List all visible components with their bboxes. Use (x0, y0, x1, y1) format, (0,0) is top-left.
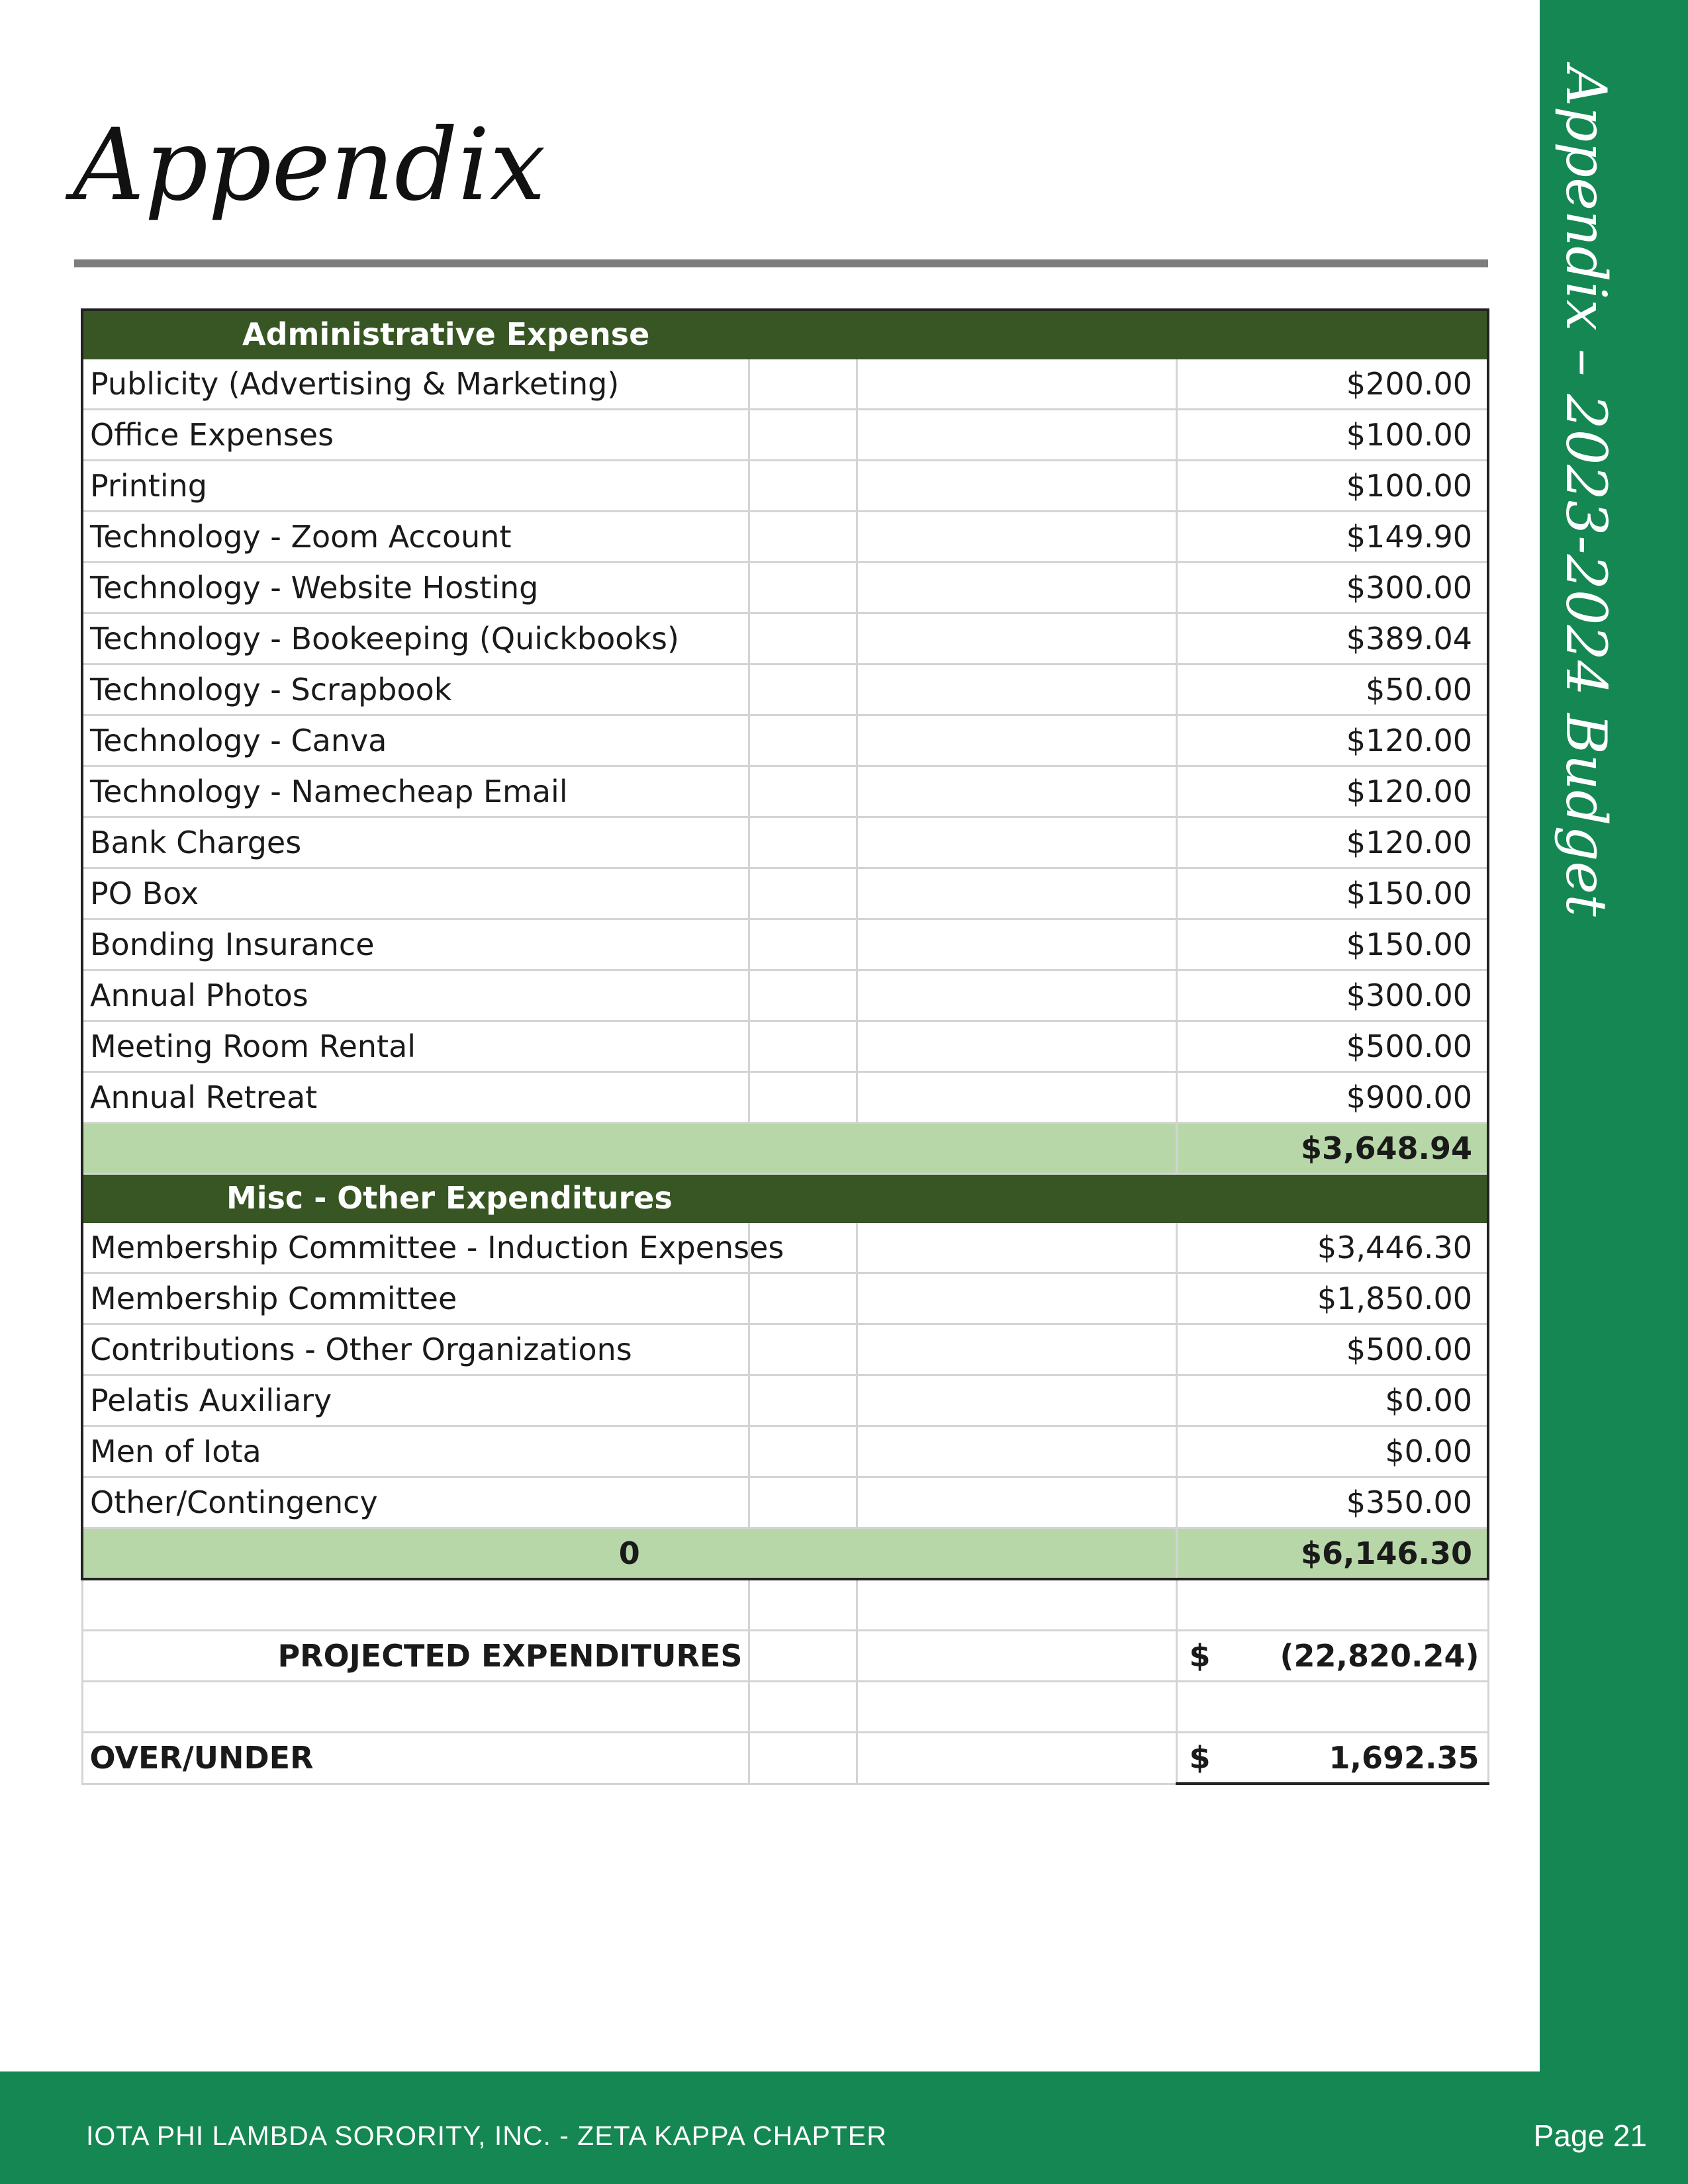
admin-row (82, 1021, 1488, 1072)
item-amount: $500.00 (1176, 1324, 1488, 1375)
item-amount: $1,850.00 (1176, 1273, 1488, 1324)
admin-row (82, 359, 1488, 410)
item-label: Annual Retreat (82, 1072, 749, 1123)
item-amount: $150.00 (1176, 919, 1488, 970)
misc-row (82, 1324, 1488, 1375)
item-label: Technology - Namecheap Email (82, 766, 749, 817)
item-amount: $300.00 (1176, 970, 1488, 1021)
over-under-amount (1176, 1733, 1488, 1784)
budget-table (81, 308, 1489, 1785)
side-label: Appendix – 2023-2024 Budget (1554, 66, 1618, 917)
admin-section-header (82, 310, 1488, 359)
blank-row (82, 1579, 1488, 1631)
admin-row (82, 817, 1488, 868)
projected-amount (1176, 1631, 1488, 1682)
item-amount: $3,446.30 (1176, 1222, 1488, 1273)
admin-row (82, 970, 1488, 1021)
item-label: Other/Contingency (82, 1477, 749, 1528)
item-amount: $0.00 (1176, 1375, 1488, 1426)
item-amount: $500.00 (1176, 1021, 1488, 1072)
misc-row (82, 1273, 1488, 1324)
item-label: Membership Committee (82, 1273, 749, 1324)
item-amount: $120.00 (1176, 715, 1488, 766)
admin-row (82, 1072, 1488, 1123)
admin-total-row (82, 1123, 1488, 1174)
over-under-label: OVER/UNDER (82, 1733, 749, 1784)
currency-value: (22,820.24) (1280, 1638, 1479, 1674)
item-amount: $120.00 (1176, 766, 1488, 817)
misc-row (82, 1477, 1488, 1528)
currency-symbol: $ (1189, 1740, 1211, 1776)
item-label: Technology - Zoom Account (82, 512, 749, 563)
misc-section-header (82, 1174, 1488, 1222)
item-label: Pelatis Auxiliary (82, 1375, 749, 1426)
item-label: Office Expenses (82, 410, 749, 461)
admin-row (82, 868, 1488, 919)
admin-row (82, 461, 1488, 512)
item-label: Bonding Insurance (82, 919, 749, 970)
item-amount: $900.00 (1176, 1072, 1488, 1123)
blank-row (82, 1682, 1488, 1733)
misc-row (82, 1375, 1488, 1426)
admin-row (82, 919, 1488, 970)
item-amount: $150.00 (1176, 868, 1488, 919)
item-label: Contributions - Other Organizations (82, 1324, 749, 1375)
admin-row (82, 614, 1488, 664)
item-amount: $149.90 (1176, 512, 1488, 563)
item-label: Technology - Canva (82, 715, 749, 766)
projected-label: PROJECTED EXPENDITURES (82, 1631, 749, 1682)
misc-header-label: Misc - Other Expenditures (82, 1174, 1176, 1222)
misc-total: $6,146.30 (1176, 1528, 1488, 1580)
item-label: Printing (82, 461, 749, 512)
admin-row (82, 512, 1488, 563)
item-label: Bank Charges (82, 817, 749, 868)
item-amount: $200.00 (1176, 359, 1488, 410)
item-label: Men of Iota (82, 1426, 749, 1477)
item-label: Annual Photos (82, 970, 749, 1021)
admin-row (82, 563, 1488, 614)
over-under-row (82, 1733, 1488, 1784)
item-amount: $389.04 (1176, 614, 1488, 664)
item-amount: $100.00 (1176, 461, 1488, 512)
item-label: Technology - Website Hosting (82, 563, 749, 614)
item-label: Publicity (Advertising & Marketing) (82, 359, 749, 410)
item-amount: $50.00 (1176, 664, 1488, 715)
item-amount: $0.00 (1176, 1426, 1488, 1477)
misc-row (82, 1426, 1488, 1477)
item-amount: $350.00 (1176, 1477, 1488, 1528)
misc-row (82, 1222, 1488, 1273)
page-title: Appendix (73, 108, 546, 223)
item-label: Meeting Room Rental (82, 1021, 749, 1072)
admin-row (82, 766, 1488, 817)
currency-symbol: $ (1189, 1638, 1211, 1674)
item-amount: $300.00 (1176, 563, 1488, 614)
item-label: Technology - Bookeeping (Quickbooks) (82, 614, 749, 664)
item-amount: $100.00 (1176, 410, 1488, 461)
item-label: Technology - Scrapbook (82, 664, 749, 715)
misc-total-row (82, 1528, 1488, 1580)
misc-total-label: 0 (82, 1528, 1176, 1580)
admin-row (82, 410, 1488, 461)
title-rule (74, 259, 1488, 267)
admin-total: $3,648.94 (1176, 1123, 1488, 1174)
item-label: Membership Committee - Induction Expenses (82, 1222, 749, 1273)
projected-row (82, 1631, 1488, 1682)
item-label: PO Box (82, 868, 749, 919)
currency-value: 1,692.35 (1329, 1740, 1479, 1776)
page-number: Page 21 (1533, 2118, 1647, 2153)
admin-row (82, 664, 1488, 715)
item-amount: $120.00 (1176, 817, 1488, 868)
footer-text: IOTA PHI LAMBDA SORORITY, INC. - ZETA KAPPA CHAPTER (86, 2120, 887, 2151)
admin-row (82, 715, 1488, 766)
admin-header-label: Administrative Expense (82, 310, 1176, 359)
